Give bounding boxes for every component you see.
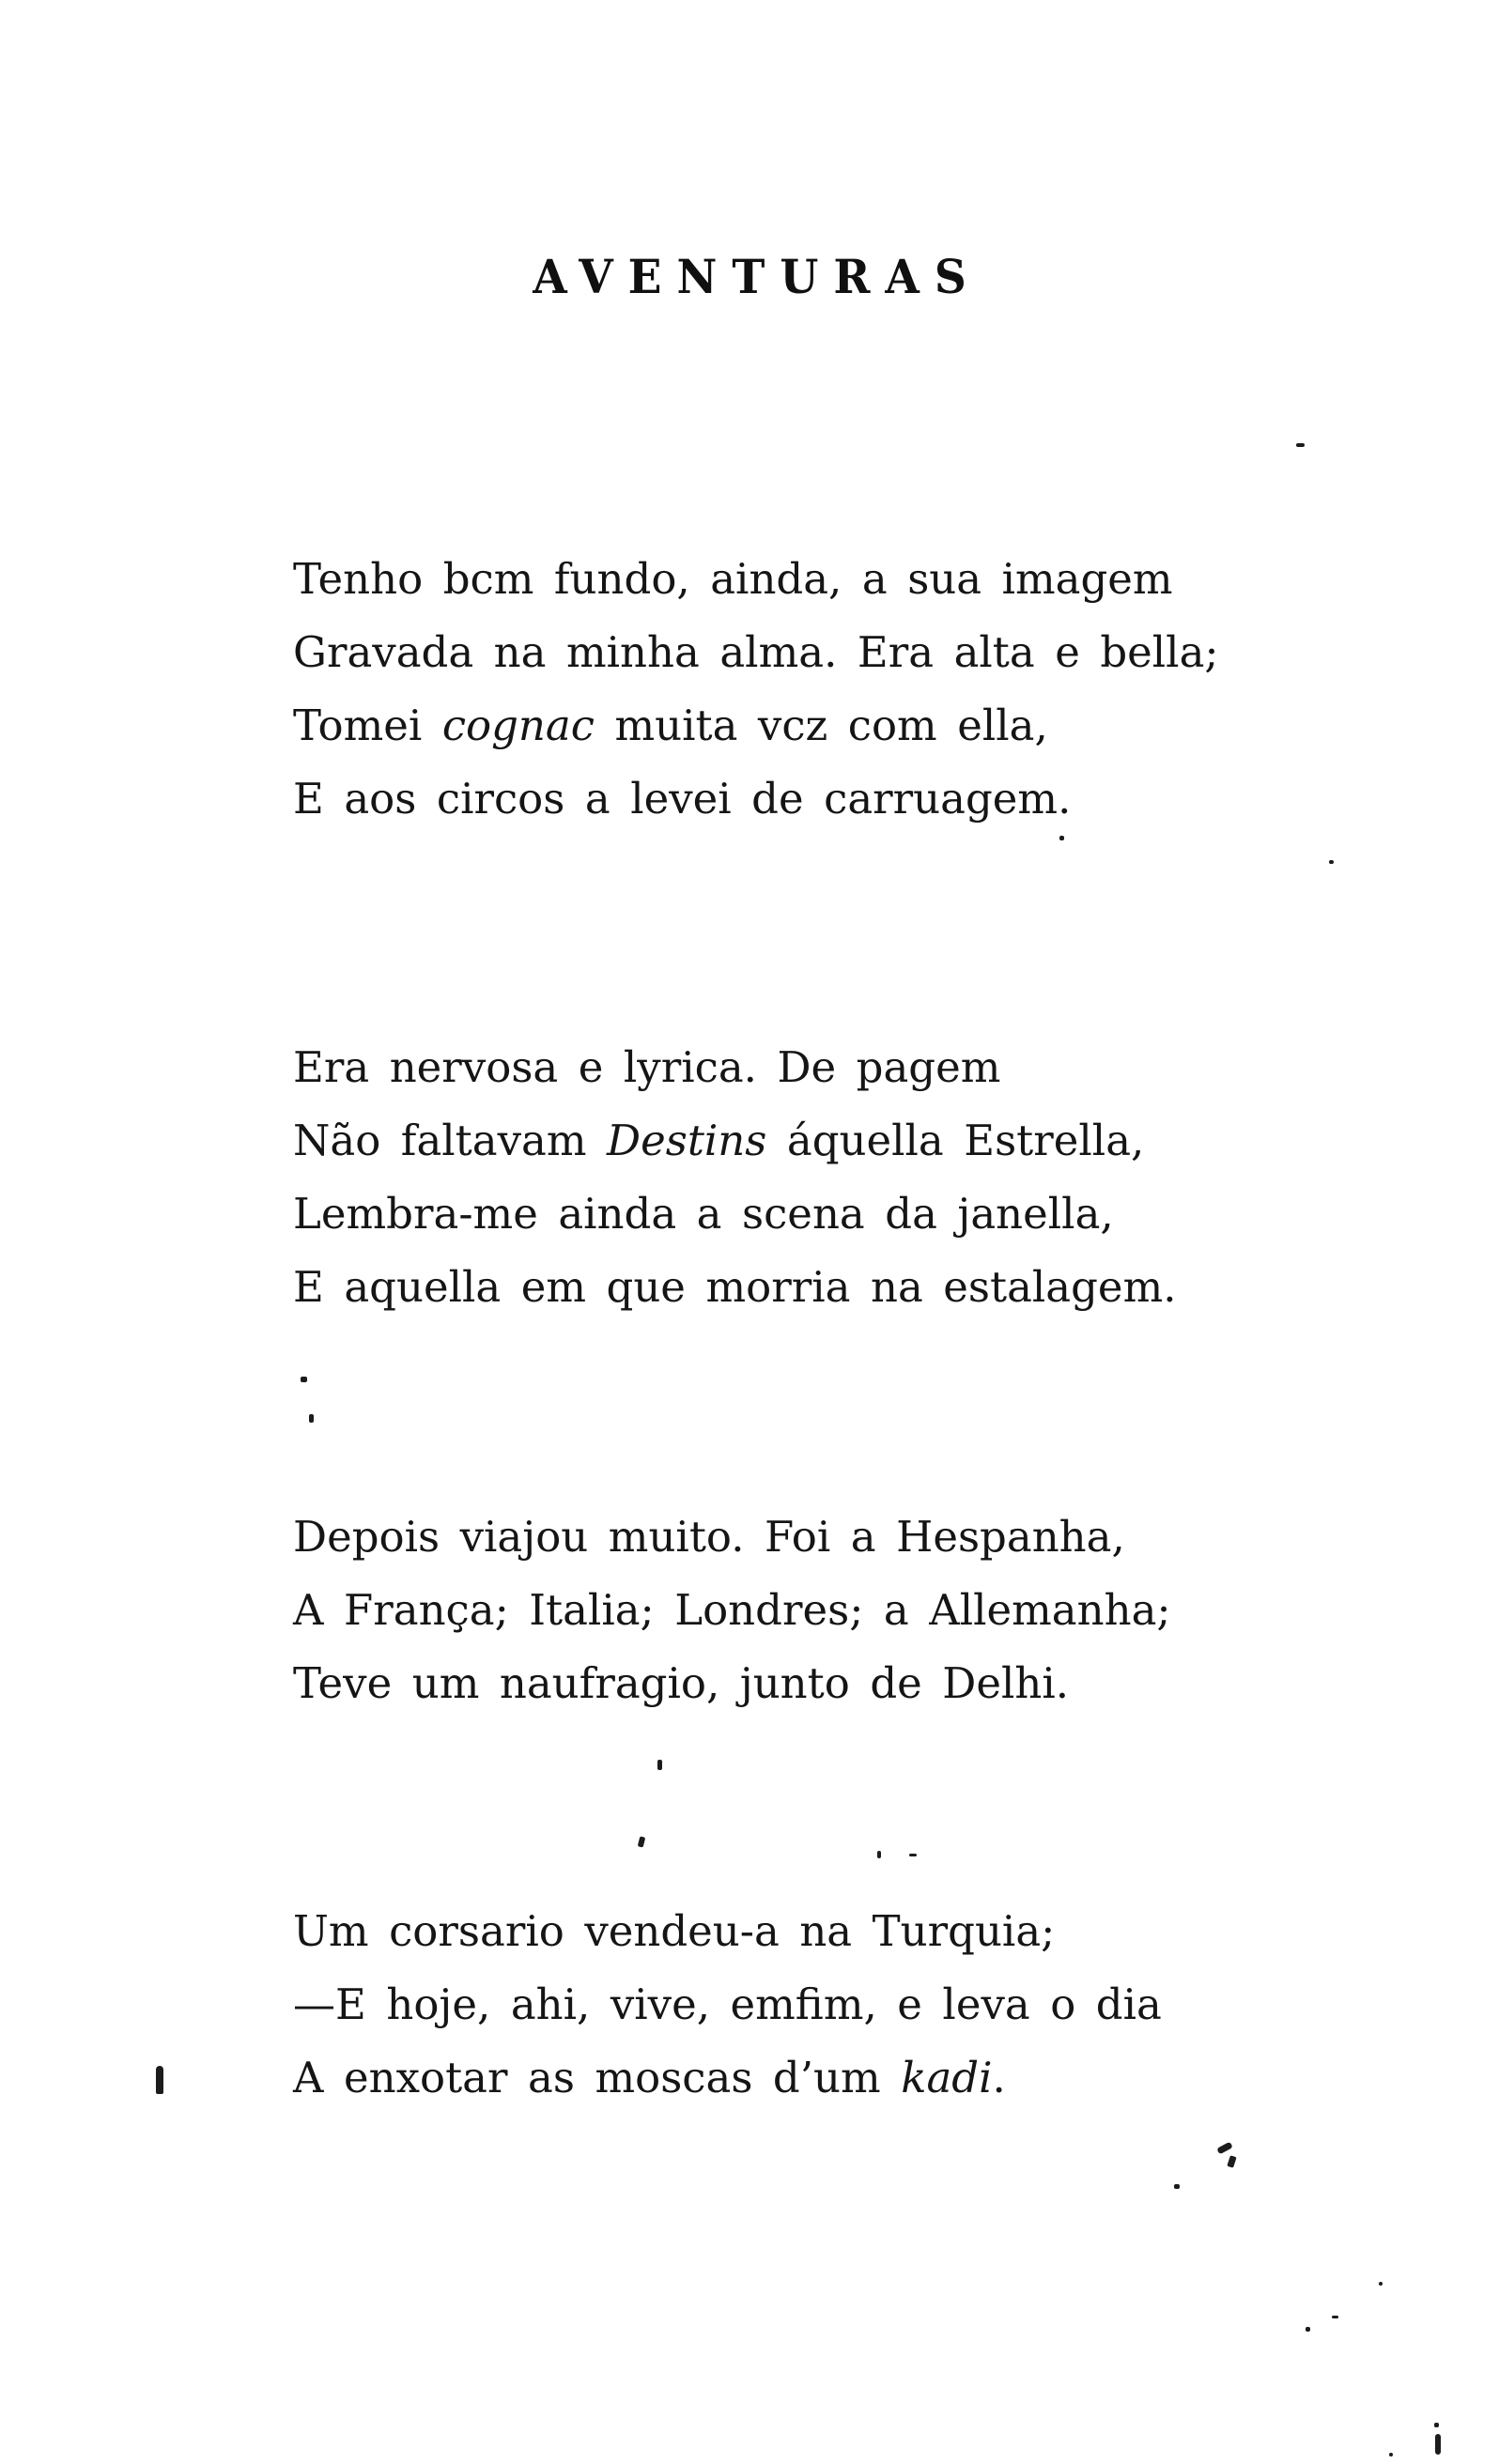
poem-text-segment: Um corsario vendeu-a na Turquia; (293, 1906, 1056, 1956)
ink-speck (1306, 2327, 1310, 2332)
poem-line (293, 1104, 1326, 1178)
ink-speck (909, 1854, 917, 1856)
ink-speck (1174, 2184, 1180, 2189)
poem-text-segment: Depois viajou muito. Foi a Hespanha, (293, 1512, 1125, 1562)
poem-text-segment: —E hoje, ahi, vive, emfim, e leva o dia (293, 1979, 1162, 2029)
ink-speck (638, 1836, 645, 1847)
poem-text-segment: . (992, 2053, 1006, 2102)
poem-line (293, 616, 1326, 689)
poem-text-segment: Lembra-me ainda a scena da janella, (293, 1189, 1114, 1239)
ink-speck (1059, 836, 1064, 840)
ink-speck (1332, 2316, 1338, 2318)
stanza-3 (293, 1501, 1326, 1720)
page-title: AVENTURAS (533, 250, 981, 305)
ink-speck (1434, 2423, 1439, 2427)
poem-line (293, 1647, 1326, 1720)
poem-text-segment: áquella Estrella, (766, 1116, 1145, 1165)
ink-speck (301, 1377, 307, 1382)
poem-text-segment: Tenho bcm fundo, ainda, a sua imagem (293, 554, 1173, 604)
poem-line (293, 1968, 1326, 2041)
ink-speck (1435, 2434, 1441, 2455)
poem-line (293, 1251, 1326, 1324)
poem-text-segment: E aquella em que morria na estalagem. (293, 1262, 1177, 1312)
margin-ink-blot (156, 2066, 163, 2094)
ink-speck (877, 1851, 881, 1858)
poem-line (293, 543, 1326, 616)
poem-line (293, 1895, 1326, 1968)
ink-speck (657, 1760, 662, 1770)
ink-speck (1296, 443, 1305, 447)
poem-text-segment: A enxotar as moscas d’um (293, 2053, 902, 2102)
poem-text-segment: Gravada na minha alma. Era alta e bella; (293, 627, 1219, 677)
poem-text-segment: E aos circos a levei de carruagem. (293, 774, 1072, 824)
poem-text-segment: Teve um naufragio, junto de Delhi. (293, 1658, 1070, 1708)
italic-word: Destins (607, 1116, 767, 1165)
poem-line (293, 1501, 1326, 1574)
poem-line (293, 689, 1326, 762)
poem-text-segment: Era nervosa e lyrica. De pagem (293, 1042, 1001, 1092)
ink-speck (1389, 2453, 1393, 2456)
ink-speck (1329, 860, 1334, 864)
stanza-4 (293, 1895, 1326, 2115)
poem-text-segment: muita vcz com ella, (594, 701, 1048, 750)
italic-word: cognac (441, 701, 595, 750)
poem-line (293, 1031, 1326, 1104)
ink-squiggle (1227, 2155, 1236, 2168)
poem-text-segment: Tomei (293, 701, 442, 750)
poem-line (293, 2041, 1326, 2115)
ink-speck (1379, 2282, 1383, 2286)
italic-word: kadi (901, 2053, 993, 2102)
stanza-1 (293, 543, 1326, 836)
poem-line (293, 762, 1326, 836)
poem-line (293, 1574, 1326, 1647)
stanza-2 (293, 1031, 1326, 1324)
poem-text-segment: A França; Italia; Londres; a Allemanha; (293, 1585, 1171, 1635)
poem-text-segment: Não faltavam (293, 1116, 608, 1165)
ink-speck (309, 1414, 314, 1423)
poem-line (293, 1178, 1326, 1251)
ink-squiggle (1216, 2142, 1232, 2155)
